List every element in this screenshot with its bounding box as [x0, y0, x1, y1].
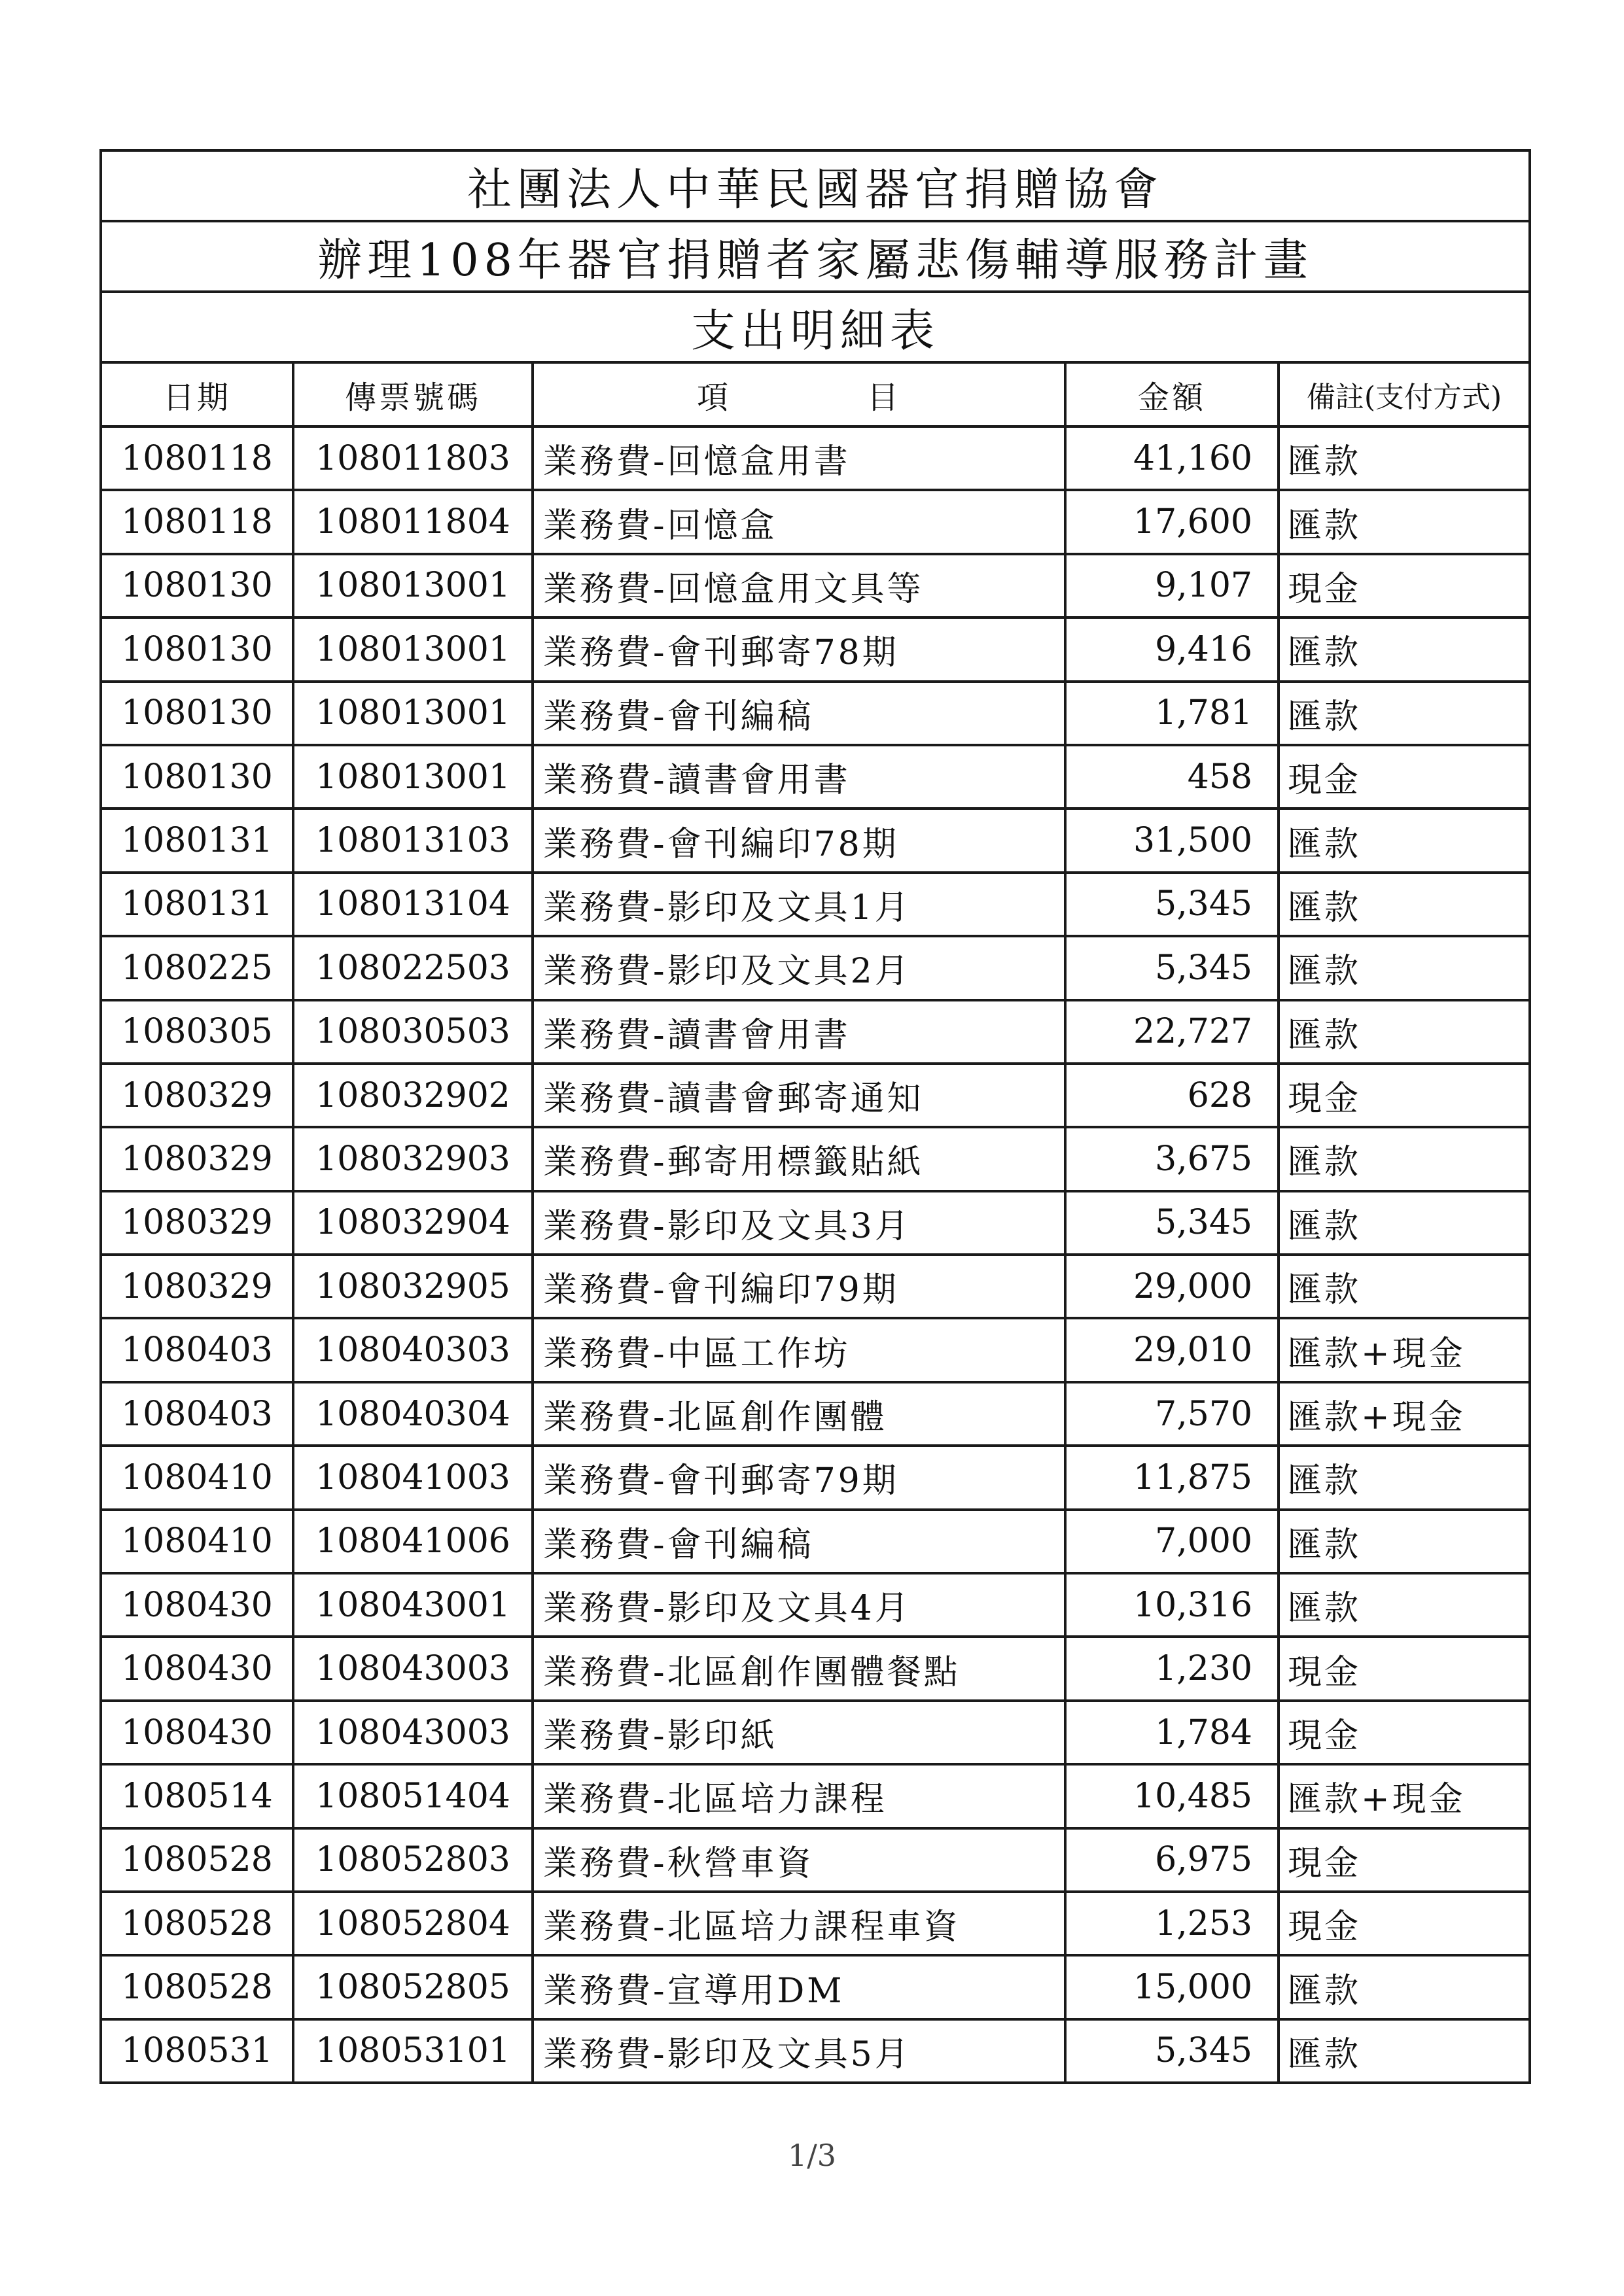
cell-remark: 匯款 [1279, 1573, 1530, 1637]
cell-voucher: 108011803 [293, 426, 533, 490]
cell-item: 業務費-會刊編印79期 [533, 1255, 1065, 1318]
cell-amount: 11,875 [1065, 1446, 1279, 1509]
table-row [101, 1064, 1530, 1127]
cell-voucher: 108041006 [293, 1510, 533, 1573]
cell-voucher: 108030503 [293, 1000, 533, 1064]
cell-amount: 22,727 [1065, 1000, 1279, 1064]
cell-amount: 10,485 [1065, 1764, 1279, 1828]
cell-voucher: 108013001 [293, 617, 533, 681]
cell-item: 業務費-秋營車資 [533, 1828, 1065, 1892]
table-row [101, 1191, 1530, 1255]
table-row [101, 1701, 1530, 1764]
cell-remark: 現金 [1279, 745, 1530, 809]
cell-voucher: 108040304 [293, 1382, 533, 1446]
table-row [101, 745, 1530, 809]
table-row [101, 1382, 1530, 1446]
cell-date: 1080410 [101, 1446, 293, 1509]
table-row [101, 1446, 1530, 1509]
cell-amount: 1,784 [1065, 1701, 1279, 1764]
cell-date: 1080225 [101, 936, 293, 1000]
cell-item: 業務費-讀書會用書 [533, 1000, 1065, 1064]
cell-remark: 現金 [1279, 1892, 1530, 1955]
cell-remark: 匯款 [1279, 1255, 1530, 1318]
table-row [101, 1255, 1530, 1318]
table-row [101, 809, 1530, 872]
cell-amount: 6,975 [1065, 1828, 1279, 1892]
cell-item: 業務費-北區創作團體 [533, 1382, 1065, 1446]
cell-item: 業務費-北區培力課程車資 [533, 1892, 1065, 1955]
cell-voucher: 108032902 [293, 1064, 533, 1127]
cell-voucher: 108032903 [293, 1127, 533, 1191]
cell-amount: 5,345 [1065, 2019, 1279, 2083]
table-row [101, 936, 1530, 1000]
cell-date: 1080430 [101, 1573, 293, 1637]
cell-voucher: 108013104 [293, 873, 533, 936]
table-row [101, 426, 1530, 490]
cell-remark: 匯款+現金 [1279, 1764, 1530, 1828]
cell-date: 1080329 [101, 1127, 293, 1191]
table-row [101, 554, 1530, 617]
cell-date: 1080131 [101, 809, 293, 872]
table-row [101, 1573, 1530, 1637]
cell-remark: 現金 [1279, 1637, 1530, 1700]
cell-remark: 匯款 [1279, 1000, 1530, 1064]
cell-remark: 匯款 [1279, 1446, 1530, 1509]
expense-sheet [99, 149, 1528, 2084]
cell-amount: 31,500 [1065, 809, 1279, 872]
cell-voucher: 108043003 [293, 1637, 533, 1700]
cell-remark: 匯款 [1279, 1955, 1530, 2019]
cell-item: 業務費-北區創作團體餐點 [533, 1637, 1065, 1700]
cell-item: 業務費-北區培力課程 [533, 1764, 1065, 1828]
column-header-item: 項 目 [533, 362, 1065, 426]
cell-amount: 5,345 [1065, 873, 1279, 936]
page-number: 1/3 [787, 2138, 837, 2173]
cell-item: 業務費-回憶盒 [533, 490, 1065, 553]
cell-date: 1080130 [101, 745, 293, 809]
cell-item: 業務費-會刊編印78期 [533, 809, 1065, 872]
cell-remark: 匯款+現金 [1279, 1382, 1530, 1446]
cell-amount: 7,570 [1065, 1382, 1279, 1446]
cell-date: 1080118 [101, 490, 293, 553]
table-row [101, 1892, 1530, 1955]
plan-name-row [101, 221, 1530, 292]
cell-voucher: 108040303 [293, 1318, 533, 1382]
cell-voucher: 108013103 [293, 809, 533, 872]
cell-amount: 41,160 [1065, 426, 1279, 490]
cell-date: 1080528 [101, 1828, 293, 1892]
report-title-row [101, 292, 1530, 362]
cell-item: 業務費-影印及文具2月 [533, 936, 1065, 1000]
table-row [101, 1318, 1530, 1382]
cell-date: 1080430 [101, 1637, 293, 1700]
cell-date: 1080130 [101, 682, 293, 745]
table-row [101, 617, 1530, 681]
column-header-amount: 金額 [1065, 362, 1279, 426]
table-row [101, 873, 1530, 936]
cell-remark: 匯款 [1279, 873, 1530, 936]
cell-amount: 1,781 [1065, 682, 1279, 745]
cell-item: 業務費-中區工作坊 [533, 1318, 1065, 1382]
cell-remark: 匯款 [1279, 809, 1530, 872]
cell-remark: 匯款+現金 [1279, 1318, 1530, 1382]
column-header-voucher: 傳票號碼 [293, 362, 533, 426]
cell-date: 1080130 [101, 554, 293, 617]
cell-voucher: 108013001 [293, 682, 533, 745]
cell-date: 1080403 [101, 1382, 293, 1446]
cell-amount: 9,107 [1065, 554, 1279, 617]
cell-remark: 匯款 [1279, 617, 1530, 681]
cell-voucher: 108052803 [293, 1828, 533, 1892]
table-row [101, 682, 1530, 745]
cell-amount: 5,345 [1065, 936, 1279, 1000]
cell-voucher: 108013001 [293, 745, 533, 809]
cell-date: 1080329 [101, 1255, 293, 1318]
cell-item: 業務費-會刊編稿 [533, 682, 1065, 745]
cell-voucher: 108052805 [293, 1955, 533, 2019]
cell-item: 業務費-影印紙 [533, 1701, 1065, 1764]
column-header-remark: 備註(支付方式) [1279, 362, 1530, 426]
cell-date: 1080329 [101, 1064, 293, 1127]
table-row [101, 1127, 1530, 1191]
cell-item: 業務費-讀書會用書 [533, 745, 1065, 809]
cell-voucher: 108032904 [293, 1191, 533, 1255]
cell-date: 1080410 [101, 1510, 293, 1573]
cell-amount: 1,230 [1065, 1637, 1279, 1700]
table-row [101, 1510, 1530, 1573]
plan-name: 辦理108年器官捐贈者家屬悲傷輔導服務計畫 [101, 221, 1530, 292]
cell-amount: 17,600 [1065, 490, 1279, 553]
cell-voucher: 108013001 [293, 554, 533, 617]
cell-date: 1080305 [101, 1000, 293, 1064]
cell-voucher: 108022503 [293, 936, 533, 1000]
cell-item: 業務費-影印及文具5月 [533, 2019, 1065, 2083]
cell-item: 業務費-郵寄用標籤貼紙 [533, 1127, 1065, 1191]
cell-remark: 現金 [1279, 554, 1530, 617]
cell-remark: 匯款 [1279, 936, 1530, 1000]
cell-amount: 29,000 [1065, 1255, 1279, 1318]
cell-remark: 現金 [1279, 1701, 1530, 1764]
column-header-row [101, 362, 1530, 426]
cell-date: 1080329 [101, 1191, 293, 1255]
expense-table-body [101, 150, 1530, 2083]
cell-item: 業務費-影印及文具4月 [533, 1573, 1065, 1637]
table-row [101, 490, 1530, 553]
cell-date: 1080131 [101, 873, 293, 936]
cell-item: 業務費-會刊郵寄78期 [533, 617, 1065, 681]
cell-item: 業務費-會刊編稿 [533, 1510, 1065, 1573]
cell-remark: 現金 [1279, 1064, 1530, 1127]
cell-remark: 匯款 [1279, 1510, 1530, 1573]
cell-item: 業務費-讀書會郵寄通知 [533, 1064, 1065, 1127]
table-row [101, 1764, 1530, 1828]
cell-item: 業務費-回憶盒用文具等 [533, 554, 1065, 617]
cell-amount: 15,000 [1065, 1955, 1279, 2019]
cell-item: 業務費-影印及文具3月 [533, 1191, 1065, 1255]
cell-remark: 匯款 [1279, 2019, 1530, 2083]
cell-remark: 現金 [1279, 1828, 1530, 1892]
cell-item: 業務費-回憶盒用書 [533, 426, 1065, 490]
table-row [101, 2019, 1530, 2083]
cell-voucher: 108051404 [293, 1764, 533, 1828]
cell-amount: 29,010 [1065, 1318, 1279, 1382]
cell-amount: 1,253 [1065, 1892, 1279, 1955]
table-row [101, 1000, 1530, 1064]
column-header-date: 日期 [101, 362, 293, 426]
cell-date: 1080430 [101, 1701, 293, 1764]
cell-voucher: 108041003 [293, 1446, 533, 1509]
cell-voucher: 108032905 [293, 1255, 533, 1318]
table-row [101, 1828, 1530, 1892]
cell-date: 1080514 [101, 1764, 293, 1828]
cell-voucher: 108052804 [293, 1892, 533, 1955]
cell-date: 1080528 [101, 1892, 293, 1955]
cell-date: 1080130 [101, 617, 293, 681]
report-title: 支出明細表 [101, 292, 1530, 362]
cell-remark: 匯款 [1279, 682, 1530, 745]
cell-amount: 628 [1065, 1064, 1279, 1127]
cell-voucher: 108043001 [293, 1573, 533, 1637]
cell-amount: 7,000 [1065, 1510, 1279, 1573]
table-row [101, 1955, 1530, 2019]
cell-amount: 3,675 [1065, 1127, 1279, 1191]
cell-voucher: 108011804 [293, 490, 533, 553]
cell-remark: 匯款 [1279, 1191, 1530, 1255]
cell-item: 業務費-影印及文具1月 [533, 873, 1065, 936]
cell-amount: 9,416 [1065, 617, 1279, 681]
cell-item: 業務費-宣導用DM [533, 1955, 1065, 2019]
table-row [101, 1637, 1530, 1700]
org-name-row [101, 150, 1530, 221]
cell-remark: 匯款 [1279, 426, 1530, 490]
cell-amount: 5,345 [1065, 1191, 1279, 1255]
cell-date: 1080403 [101, 1318, 293, 1382]
cell-date: 1080531 [101, 2019, 293, 2083]
cell-remark: 匯款 [1279, 490, 1530, 553]
org-name: 社團法人中華民國器官捐贈協會 [101, 150, 1530, 221]
cell-item: 業務費-會刊郵寄79期 [533, 1446, 1065, 1509]
cell-remark: 匯款 [1279, 1127, 1530, 1191]
cell-amount: 458 [1065, 745, 1279, 809]
expense-table [99, 149, 1531, 2084]
cell-date: 1080118 [101, 426, 293, 490]
cell-voucher: 108043003 [293, 1701, 533, 1764]
cell-amount: 10,316 [1065, 1573, 1279, 1637]
cell-date: 1080528 [101, 1955, 293, 2019]
cell-voucher: 108053101 [293, 2019, 533, 2083]
